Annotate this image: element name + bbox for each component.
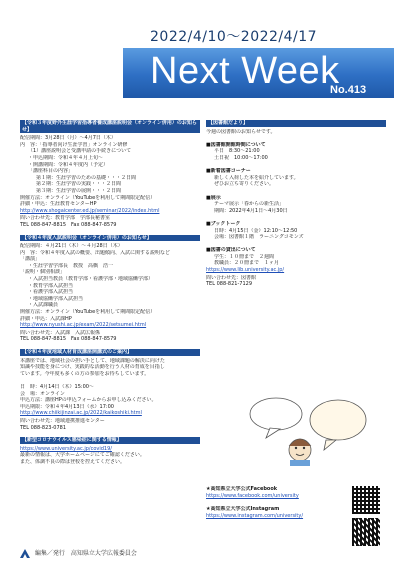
text-line: ■ブックトーク (206, 220, 241, 227)
text-line: 学生：１０冊まで ２週間 (214, 253, 275, 260)
text-line: ・地域協働学部入試担当 (28, 295, 84, 302)
text-line: ・看護学部入試担当 (28, 289, 74, 296)
text-line (206, 135, 386, 142)
text-line: 詳細・申込：入試課HP (20, 315, 72, 322)
text-line: 第３期：生涯学習の展開・・・２日間 (36, 187, 122, 194)
text-line: 知識や技能を身につけ、実践的な活動を行う人材の育成を目指し (20, 364, 165, 371)
text-line: 日時：4月15日（金）12:10～12:50 (214, 227, 298, 234)
text-line (206, 162, 386, 169)
text-line: 配信期間：3月28日（月）～4月7日（木） (20, 135, 116, 142)
text-line: ■図書館開館時間について (206, 141, 266, 148)
contact-line: 問い合わせ先：地域連携推進センター (20, 417, 105, 424)
issue-number: No.413 (330, 84, 367, 96)
text-line: ・生涯学習学部長 教授 高橋 浩一 (28, 262, 114, 269)
footer (20, 547, 380, 561)
link-url[interactable]: https://www.university.ac.jp/covid19/ (20, 445, 112, 452)
newsletter-title: Next Week (150, 50, 340, 92)
link-url[interactable]: http://www.shogaicenter.ed.jp/seminar/2022/index.html (20, 207, 160, 214)
text-line: ■新着図書コーナー (206, 168, 251, 175)
text-line: 新しく入荷した本を紹介しています。 (214, 174, 299, 181)
text-line: ・教育学部入試担当 (28, 282, 74, 289)
tel-line: TEL 088-823-0781 (20, 424, 67, 431)
text-line: ■図書の貸出について (206, 247, 256, 254)
section-title: 【令和４年度入試説明会（オンライン併用）のお知らせ】 (20, 235, 200, 242)
text-line: 詳細・申込：生涯教育センターHP (20, 201, 97, 208)
text-line: 第２期：生涯学習の実践・・・２日間 (36, 181, 122, 188)
text-line: 配信期間：４月21日（木）～４月28日（木） (20, 243, 123, 250)
text-line: 平日 8:30～21:00 (214, 148, 260, 155)
text-line: ■展示 (206, 194, 221, 201)
text-line: また、体調不良の際は登校を控えてください。 (20, 458, 126, 465)
section-title: 【図書館だより】 (206, 120, 386, 127)
text-line: 期間：2022年4月1日～4月30日 (214, 207, 288, 214)
text-line (206, 241, 386, 248)
text-line: 第１期：生涯学習のための基礎・・・２日間 (36, 174, 137, 181)
qr-code (352, 518, 380, 546)
section-left-1 (20, 120, 200, 229)
text-line: 本講座では、地域社会の担い手として、地域課題の解決に向けた (20, 357, 165, 364)
text-line: 申込方法：講座HPの申込フォームからお申し込みください。 (20, 397, 157, 404)
tel-line: TEL 088-821-7129 (206, 281, 253, 288)
text-line: ・開講期間：令和４年度内（予定） (28, 161, 109, 168)
facebook-link[interactable]: https://www.facebook.com/university (206, 493, 299, 499)
text-line (206, 214, 386, 221)
contact-line: 問い合わせ先：教育学部 学部長秘書室 (20, 215, 111, 222)
contact-line: 問い合わせ先：図書館 (206, 274, 257, 281)
section-title: 【新型コロナウイルス感染症に関する情報】 (20, 437, 200, 444)
text-line: 今週の図書館のお知らせです。 (206, 128, 276, 135)
section-right-1 (206, 120, 386, 288)
text-line (206, 188, 386, 195)
tel-line: TEL 088-847-8815 Fax 088-847-8579 (20, 336, 117, 343)
text-line: 会場：図書館１階 ラーニングコモンズ (214, 234, 304, 241)
section-title: 【令和３年度野外生涯学習指導者養成講座説明会（オンライン併用）のお知らせ】 (20, 120, 200, 133)
instagram-link[interactable]: https://www.instagram.com/university/ (206, 513, 304, 519)
facebook-title: ★高知県立大学公式Facebook (206, 486, 278, 492)
text-line: 「説明・個別相談」 (20, 269, 66, 276)
text-line: テーマ展示「春からの新生活」 (214, 201, 285, 208)
university-logo-icon (20, 549, 30, 558)
qr-code (352, 486, 380, 514)
right-column (206, 120, 386, 294)
mascot-illustration (240, 384, 380, 466)
text-line: 開催方法：オンライン（YouTubeを利用して期間限定配信） (20, 194, 156, 201)
text-line: 会 場：オンライン (20, 390, 65, 397)
instagram-title: ★高知県立大学公式Instagram (206, 506, 280, 512)
text-line: 「講演」 (20, 256, 41, 263)
contact-line: 問い合わせ先：入試課 入試広報係 (20, 329, 101, 336)
text-line: ています。今年度も多くの方の参加をお待ちしています。 (20, 370, 150, 377)
footer-text: 編集／発行 高知県立大学広報委員会 (34, 550, 137, 557)
link-url[interactable]: http://www.chiikijinzai.ac.jp/2022/kaikoshiki.html (20, 410, 142, 417)
section-title: 【令和４年度地域人材育成講座開講式のご案内】 (20, 349, 200, 356)
text-line: 申込期限：令和４年4月13日（水）17:00 (20, 403, 114, 410)
section-left-4 (20, 437, 200, 465)
header (0, 0, 400, 108)
text-line: ・入試担当教員（教育学部・看護学部・地域協働学部） (28, 276, 154, 283)
text-line: ・入試課職員 (28, 302, 59, 309)
section-left-3 (20, 349, 200, 431)
link-url[interactable]: https://www.lib.university.ac.jp/ (206, 267, 285, 274)
text-line: 開催方法：オンライン（YouTubeを利用して期間限定配信） (20, 309, 156, 316)
text-line: ぜひお立ち寄りください。 (214, 181, 275, 188)
date-range: 2022/4/10～2022/4/17 (150, 29, 318, 45)
text-line: （1）講座説明会と受講申請の手続きについて (28, 148, 132, 155)
text-line: 日 時：4月14日（木）15:00～ (20, 383, 94, 390)
text-line: 内 容：令和４年度入試の概要、出題傾向、入試に関する説明など (20, 249, 171, 256)
text-line: 最新の情報は、大学ホームページにてご確認ください。 (20, 452, 145, 459)
tel-line: TEL 088-847-8815 Fax 088-847-8579 (20, 221, 117, 228)
text-line (20, 377, 200, 384)
link-url[interactable]: http://www.nyushi.ac.jp/exam/2022/setsumei.html (20, 322, 147, 329)
text-line: 教職員：２０冊まで １ヶ月 (214, 260, 280, 267)
text-line: 「講座科目の内容」 (28, 168, 74, 175)
text-line: 土日祝 10:00～17:00 (214, 154, 268, 161)
text-line: 内 容：「指導者向け生涯学習」オンライン研修 (20, 141, 128, 148)
text-line: ・申込期間：令和４年４月上旬～ (28, 154, 104, 161)
section-left-2 (20, 235, 200, 344)
left-column (20, 120, 200, 472)
